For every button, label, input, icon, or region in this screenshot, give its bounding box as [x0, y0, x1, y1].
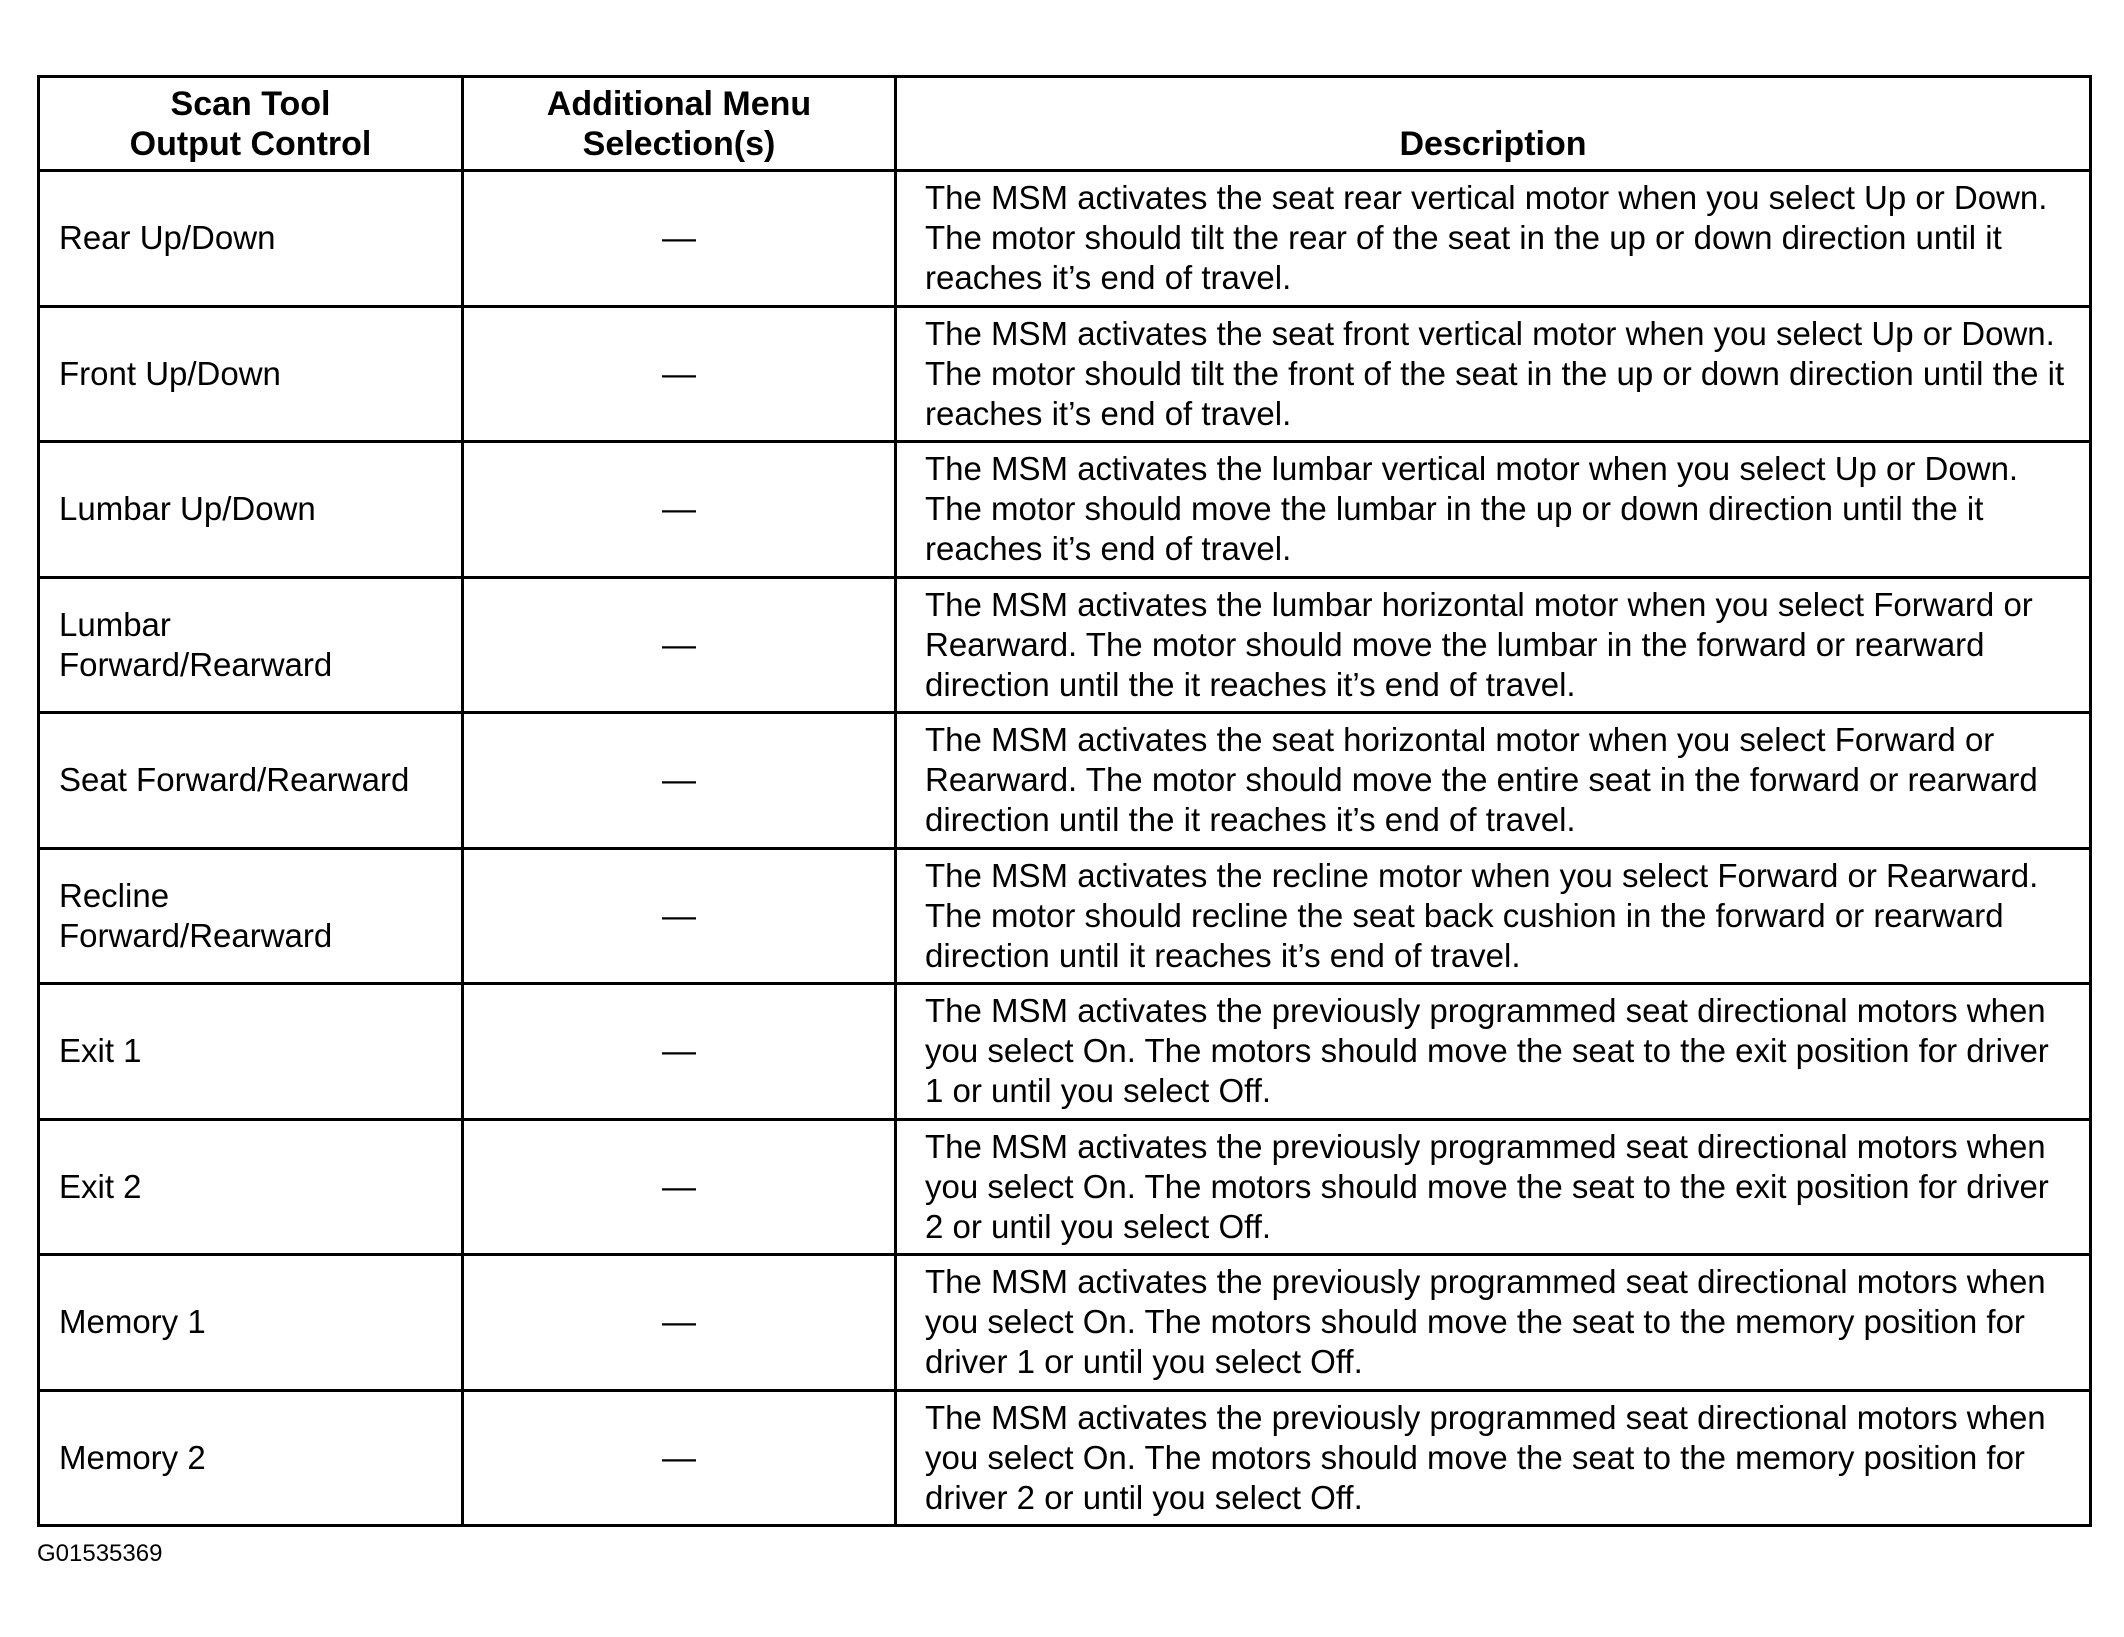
menu-selection-value: — [662, 1167, 696, 1206]
control-cell [39, 713, 463, 849]
control-name: Exit 1 [59, 1032, 142, 1070]
control-name: Seat Forward/Rearward [59, 761, 410, 799]
table-row [39, 171, 2091, 307]
description-text: The MSM activates the previously programmed seat directional motors when you select On. The motors should move the seat to the exit position for driver 2 or until you select Off. [925, 1127, 2049, 1245]
table-row [39, 1390, 2091, 1526]
menu-selection-cell [463, 713, 896, 849]
table-row [39, 713, 2091, 849]
menu-selection-value: — [662, 490, 696, 529]
description-cell [896, 577, 2091, 713]
menu-selection-cell [463, 1119, 896, 1255]
description-text: The MSM activates the seat horizontal motor when you select Forward or Rearward. The motor should move the entire seat in the forward or rearward direction until the it reaches it’s end of travel. [925, 721, 2038, 839]
control-name: Rear Up/Down [59, 219, 276, 257]
menu-selection-value: — [662, 625, 696, 664]
output-control-table [37, 75, 2092, 1527]
control-cell [39, 577, 463, 713]
description-cell [896, 984, 2091, 1120]
description-text: The MSM activates the recline motor when you select Forward or Rearward. The motor should recline the seat back cushion in the forward or rearward direction until it reaches it’s end of travel. [925, 856, 2039, 974]
description-cell [896, 306, 2091, 442]
description-text: The MSM activates the lumbar horizontal motor when you select Forward or Rearward. The motor should move the lumbar in the forward or rearward direction until the it reaches it’s end of travel. [925, 585, 2033, 703]
description-cell [896, 1119, 2091, 1255]
menu-selection-value: — [662, 1438, 696, 1477]
menu-selection-cell [463, 442, 896, 578]
table-row [39, 1119, 2091, 1255]
description-cell [896, 171, 2091, 307]
description-text: The MSM activates the seat front vertical motor when you select Up or Down. The motor should tilt the front of the seat in the up or down direction until the it reaches it’s end of travel. [925, 314, 2065, 432]
description-cell [896, 442, 2091, 578]
header-description: Description [896, 77, 2091, 171]
control-cell [39, 1119, 463, 1255]
control-cell [39, 306, 463, 442]
table-row [39, 577, 2091, 713]
header-additional-menu-selections: Additional Menu Selection(s) [463, 77, 896, 171]
description-text: The MSM activates the previously programmed seat directional motors when you select On. The motors should move the seat to the memory position for driver 2 or until you select Off. [925, 1398, 2046, 1516]
menu-selection-value: — [662, 1303, 696, 1342]
menu-selection-value: — [662, 896, 696, 935]
menu-selection-cell [463, 1390, 896, 1526]
description-text: The MSM activates the lumbar vertical motor when you select Up or Down. The motor should move the lumbar in the up or down direction until the it reaches it’s end of travel. [925, 450, 2019, 568]
control-name: Front Up/Down [59, 354, 281, 392]
control-cell [39, 1255, 463, 1391]
control-cell [39, 848, 463, 984]
menu-selection-value: — [662, 761, 696, 800]
header-row [39, 77, 2091, 171]
table-row [39, 848, 2091, 984]
control-cell [39, 442, 463, 578]
menu-selection-cell [463, 171, 896, 307]
control-name: Exit 2 [59, 1167, 142, 1205]
description-cell [896, 848, 2091, 984]
table-row [39, 984, 2091, 1120]
table-row [39, 306, 2091, 442]
table-row [39, 1255, 2091, 1391]
figure-id: G01535369 [37, 1540, 163, 1567]
menu-selection-value: — [662, 219, 696, 258]
control-name: Recline Forward/Rearward [59, 876, 333, 954]
control-name: Lumbar Up/Down [59, 490, 316, 528]
description-cell [896, 1255, 2091, 1391]
menu-selection-value: — [662, 354, 696, 393]
menu-selection-cell [463, 1255, 896, 1391]
description-text: The MSM activates the previously programmed seat directional motors when you select On. The motors should move the seat to the exit position for driver 1 or until you select Off. [925, 992, 2049, 1110]
control-name: Memory 2 [59, 1438, 206, 1476]
control-cell [39, 1390, 463, 1526]
menu-selection-cell [463, 848, 896, 984]
menu-selection-cell [463, 984, 896, 1120]
control-cell [39, 984, 463, 1120]
menu-selection-cell [463, 306, 896, 442]
control-name: Memory 1 [59, 1303, 206, 1341]
description-cell [896, 1390, 2091, 1526]
menu-selection-cell [463, 577, 896, 713]
table-row [39, 442, 2091, 578]
control-name: Lumbar Forward/Rearward [59, 605, 333, 683]
description-text: The MSM activates the seat rear vertical motor when you select Up or Down. The motor should tilt the rear of the seat in the up or down direction until it reaches it’s end of travel. [925, 179, 2048, 297]
header-scan-tool-output-control: Scan Tool Output Control [39, 77, 463, 171]
control-cell [39, 171, 463, 307]
description-cell [896, 713, 2091, 849]
menu-selection-value: — [662, 1032, 696, 1071]
description-text: The MSM activates the previously programmed seat directional motors when you select On. The motors should move the seat to the memory position for driver 1 or until you select Off. [925, 1263, 2046, 1381]
